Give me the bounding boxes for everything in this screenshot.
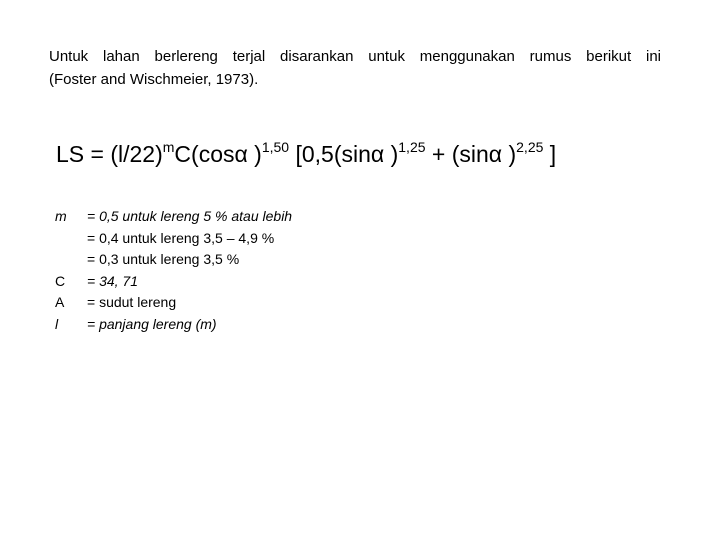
definition-row-m-2	[55, 228, 292, 250]
formula-part-2: C(cosα )	[174, 141, 262, 167]
intro-paragraph	[49, 45, 661, 91]
definition-text: = panjang lereng (m)	[87, 315, 217, 332]
intro-line-2: (Foster and Wischmeier, 1973).	[49, 71, 259, 88]
formula-part-5: ]	[543, 141, 557, 167]
definition-symbol	[55, 249, 87, 271]
formula-part-1: LS = (l/22)	[56, 141, 163, 167]
variable-definitions	[55, 206, 292, 335]
definition-text: = 34, 71	[87, 272, 138, 289]
definition-row-c	[55, 271, 292, 293]
formula-exponent-2: 1,25	[398, 139, 426, 155]
definition-row-m-1	[55, 206, 292, 228]
definition-symbol	[55, 228, 87, 250]
definition-text: = 0,3 untuk lereng 3,5 %	[87, 251, 240, 267]
definition-symbol: l	[55, 315, 59, 332]
intro-line-1: Untuk lahan berlereng terjal disarankan untuk menggunakan rumus berikut ini	[49, 48, 661, 65]
formula-part-3: [0,5(sinα )	[289, 141, 399, 167]
definition-symbol: A	[55, 294, 65, 310]
definition-row-m-3	[55, 249, 292, 271]
definition-symbol: m	[55, 208, 67, 224]
formula-part-4: + (sinα )	[425, 141, 517, 167]
formula-exponent-3: 2,25	[516, 139, 544, 155]
definition-row-l	[55, 314, 292, 336]
formula-exponent-m: m	[162, 139, 175, 155]
definition-symbol: C	[55, 272, 66, 289]
definition-row-a	[55, 292, 292, 314]
definition-text: = sudut lereng	[87, 294, 177, 310]
definition-text: = 0,5 untuk lereng 5 % atau lebih	[87, 208, 293, 224]
ls-formula	[56, 138, 556, 170]
formula-exponent-1: 1,50	[261, 139, 290, 155]
definition-text: = 0,4 untuk lereng 3,5 – 4,9 %	[87, 229, 275, 246]
